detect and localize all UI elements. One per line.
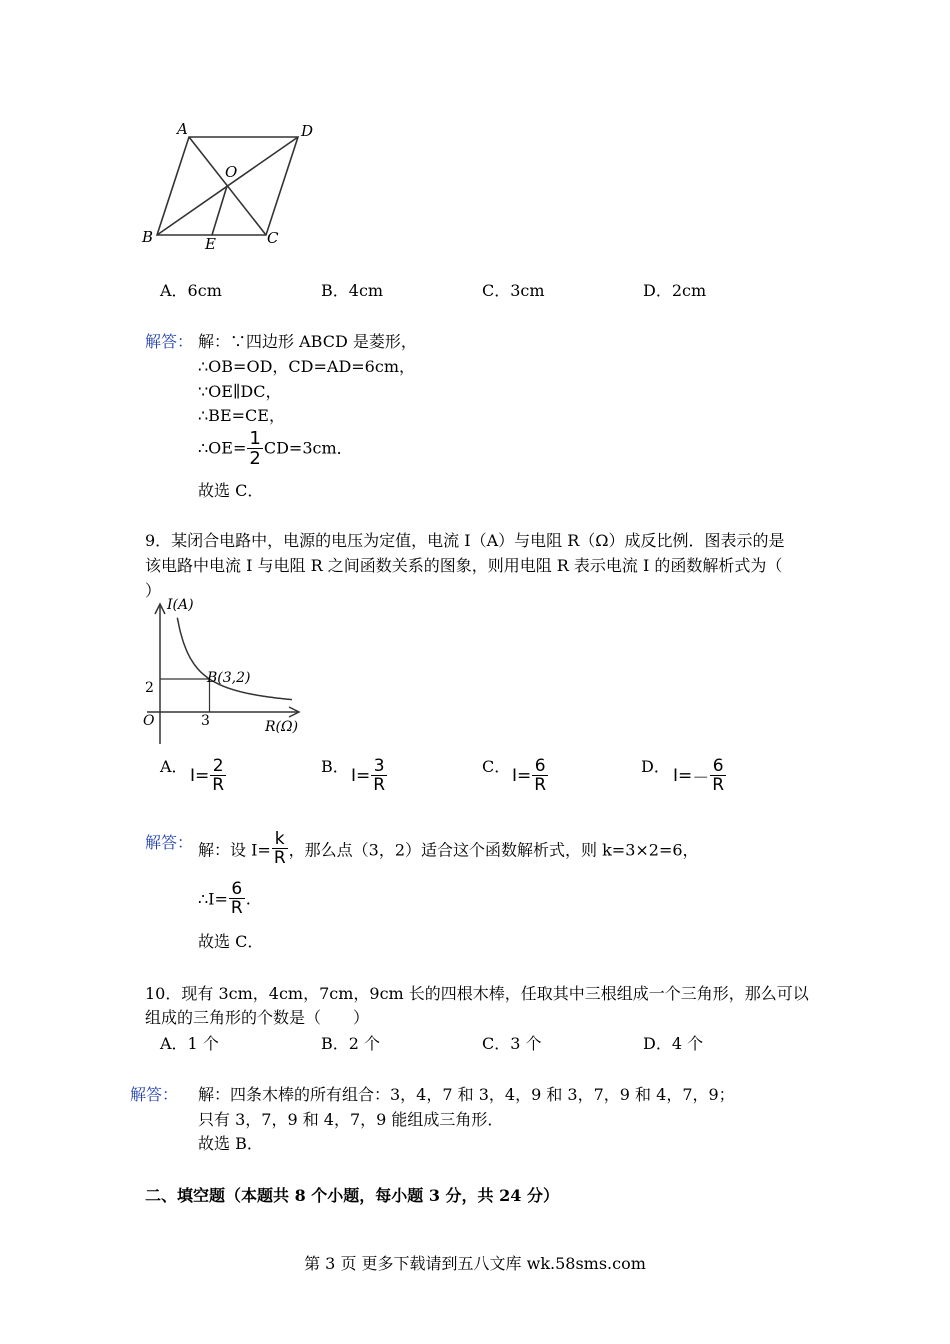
q10-solution-label: 解答： (130, 1085, 179, 1104)
q10-option-d: D．4 个 (643, 1034, 704, 1053)
q8-solution-label: 解答： (145, 332, 194, 351)
q9-option-c-fraction (532, 758, 548, 794)
fraction-denominator: R (534, 775, 547, 795)
q9-stem-line1: 9．某闭合电路中，电源的电压为定值，电流 I（A）与电阻 R（Ω）成反比例．图表示的是 (145, 531, 785, 550)
q8-solution-line1: 解：∵四边形 ABCD 是菱形， (198, 332, 417, 351)
x-tick-3: 3 (201, 713, 210, 729)
q9-option-a-letter: A． (160, 757, 188, 776)
label-b: B (142, 228, 154, 246)
q9-option-d-fraction (710, 758, 726, 794)
q9-option-d-lhs: I= (673, 766, 693, 786)
q9-option-d (641, 754, 670, 777)
q9-stem-line2: 该电路中电流 I 与电阻 R 之间函数关系的图象，则用电阻 R 表示电流 I 的函数解析式为（ (145, 556, 783, 575)
q9-option-b-lhs: I= (351, 766, 371, 786)
q8-solution-line5-pre: ∴OE= (198, 438, 247, 458)
q9-solution-label: 解答： (145, 833, 194, 852)
q9-option-d-letter: D． (641, 757, 670, 776)
label-c: C (267, 229, 279, 247)
q9-option-a-formula (190, 758, 227, 794)
rhombus-figure (135, 118, 325, 258)
q9-option-c-letter: C． (482, 757, 511, 776)
fraction-numerator: 6 (229, 881, 245, 899)
q8-solution-line2: ∴OB=OD，CD=AD=6cm， (198, 357, 415, 376)
q9-solution-line1 (198, 831, 699, 867)
q10-solution-line1: 解：四条木棒的所有组合：3，4，7 和 3，4，9 和 3，7，9 和 4，7，9； (198, 1085, 735, 1104)
q10-option-c: C．3 个 (482, 1034, 542, 1053)
q8-option-b: B．4cm (321, 281, 384, 300)
q8-solution-line5 (198, 430, 353, 468)
q8-solution-line6: 故选 C． (198, 481, 264, 500)
q8-option-d: D．2cm (643, 281, 707, 300)
label-e: E (205, 235, 216, 253)
inverse-proportion-graph (135, 594, 315, 754)
q10-stem-line2: 组成的三角形的个数是（ ） (145, 1008, 370, 1027)
q8-option-a: A．6cm (160, 281, 222, 300)
q9-option-d-formula (673, 758, 727, 794)
label-d: D (301, 122, 314, 140)
fraction-denominator: 2 (249, 448, 261, 469)
y-axis-label: I(A) (167, 597, 194, 613)
q9-option-c (482, 754, 510, 777)
fraction-denominator: R (273, 848, 286, 868)
q9-option-c-formula (512, 758, 549, 794)
q9-option-b (321, 754, 349, 777)
fraction-denominator: R (230, 898, 243, 918)
q9-solution-line1-post: ，那么点（3，2）适合这个函数解析式，则 k=3×2=6， (288, 840, 699, 860)
q9-option-b-fraction (371, 758, 387, 794)
fraction-numerator: 6 (532, 758, 548, 776)
q9-option-a-lhs: I= (190, 766, 210, 786)
fraction-numerator: 2 (210, 758, 226, 776)
label-o: O (225, 163, 238, 181)
fraction-numerator: k (272, 831, 288, 849)
label-a: A (177, 120, 188, 138)
q10-solution-line3: 故选 B． (198, 1134, 263, 1153)
q10-option-b: B．2 个 (321, 1034, 381, 1053)
q9-solution-line2 (198, 881, 251, 917)
q9-solution-line1-pre: 解：设 I= (198, 840, 271, 860)
q10-solution-line2: 只有 3，7，9 和 4，7，9 能组成三角形． (198, 1110, 504, 1129)
fraction-denominator: R (373, 775, 386, 795)
q8-solution-line5-post: CD=3cm． (263, 438, 353, 458)
q8-solution-line3: ∵OE∥DC， (198, 382, 282, 401)
q10-stem-line1: 10．现有 3cm，4cm，7cm，9cm 长的四根木棒，任取其中三根组成一个三角形，那么可以 (145, 984, 809, 1003)
q9-option-a (160, 754, 188, 777)
q9-option-d-sign: － (692, 768, 710, 789)
segment-oe (212, 186, 227, 235)
section-heading: 二、填空题（本题共 8 个小题，每小题 3 分，共 24 分） (145, 1186, 559, 1205)
q9-option-b-formula (351, 758, 388, 794)
x-axis-label: R(Ω) (265, 719, 299, 735)
q9-solution-line2-pre: ∴I= (198, 889, 228, 909)
q9-option-c-lhs: I= (512, 766, 532, 786)
curve-series (177, 618, 292, 700)
fraction-k-over-r (272, 831, 288, 867)
q9-solution-line3: 故选 C． (198, 932, 264, 951)
y-tick-2: 2 (145, 680, 154, 696)
q9-solution-line2-post: . (245, 889, 251, 909)
fraction-numerator: 6 (710, 758, 726, 776)
q8-solution-line4: ∴BE=CE， (198, 406, 285, 425)
q9-option-b-letter: B． (321, 757, 349, 776)
fraction-one-half (247, 430, 262, 468)
page-footer: 第 3 页 更多下载请到五八文库 wk.58sms.com (304, 1254, 646, 1273)
fraction-denominator: R (712, 775, 725, 795)
fraction-denominator: R (212, 775, 225, 795)
q8-option-c: C．3cm (482, 281, 545, 300)
point-b-label: B(3,2) (207, 670, 251, 686)
fraction-numerator: 3 (371, 758, 387, 776)
fraction-numerator: 1 (249, 428, 261, 449)
q9-option-a-fraction (210, 758, 226, 794)
q9-stem-line3: ） (145, 581, 162, 600)
diagonal-bd (157, 137, 298, 235)
q10-option-a: A．1 个 (160, 1034, 219, 1053)
fraction-6-over-r (229, 881, 245, 917)
origin-label: O (143, 713, 155, 729)
